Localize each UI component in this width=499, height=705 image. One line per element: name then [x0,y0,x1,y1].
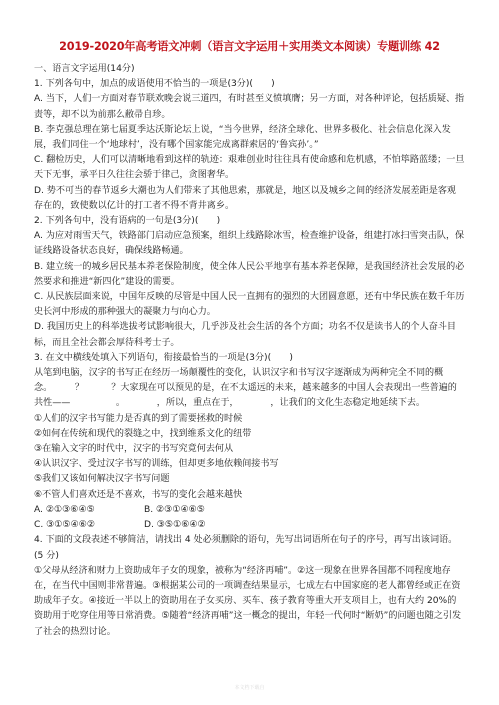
option-a: A. ②①③⑥④⑤ [34,504,95,515]
question-passage: 从笔到电脑，汉字的书写正在经历一场颠覆性的变化，认识汉字和书写汉字逐渐成为两种完全不同的概念。 ？ ？大家现在可以预见的是，在不太遥远的未来，越来越多的中国人会表现出一些普遍的共性—— 。 ，所以，重点在于， ，让我们的文化生态稳定地延续下去。 [34,368,457,409]
sentence-item: ⑤我们又该如何解决汉字书写问题 [34,474,170,485]
option-d: D. 势不可当的春节返乡大潮也为人们带来了其他思索，那就是，地区以及城乡之间的经济发展差距是客观存在的，致使数以亿计的打工者不得不背井离乡。 [34,185,457,211]
question-stem: 1. 下列各句中，加点的成语使用不恰当的一项是(3分)( ) [34,79,275,90]
option-a: A. 当下，人们一方面对春节联欢晚会说三道四，有时甚至义愤填膺；另一方面，对各种评论，包括质疑、指责等，却不以为前那么敝帚自珍。 [34,94,465,120]
question-2 [34,214,465,351]
sentence-item: ⑥不管人们喜欢还是不喜欢，书写的变化会越来越快 [34,489,243,500]
question-1 [34,77,465,214]
question-stem: 3. 在文中横线处填入下列语句，衔接最恰当的一项是(3分)( ) [34,352,293,363]
footer-watermark: 本文档下载自 [234,685,265,691]
option-c: C. 翻检历史，人们可以清晰地看到这样的轨迹：艰难创业时往往具有使命感和危机感，不怕筚路蓝缕；一旦天下无事，承平日久往往会骄于律己，贪图奢华。 [34,155,465,181]
question-4 [34,533,465,639]
sentence-item: ③在输入文字的时代中，汉字的书写究竟何去何从 [34,444,234,455]
question-stem: 2. 下列各句中，没有语病的一句是(3分)( ) [34,216,221,227]
option-c: C. ③①⑤④⑥② [34,520,96,531]
option-b: B. 建立统一的城乡居民基本养老保险制度，使全体人民公平地享有基本养老保障，是我国经济社会发展的必然要求和推进“新四化”建设的需要。 [34,261,465,287]
option-a: A. 为应对雨雪天气，铁路部门启动应急预案，组织上线路除冰雪，检查维护设备，组建打冰扫雪突击队，保证线路设备状态良好，确保线路畅通。 [34,231,465,257]
question-3 [34,351,465,533]
document-title: 2019-2020年高考语文冲刺（语言文字运用＋实用类文本阅读）专题训练 42 [59,40,440,53]
question-passage: ①父母从经济和财力上资助成年子女的现象，被称为“经济再哺”。②这一现象在世界各国都不同程度地存在，在当代中国则非常普遍。③根据某公司的一项调查结果显示，七成左右中国家庭的老人都曾经或正在资助成年子女。④接近一半以上的资助用在子女买房、买车、孩子教育等重大开支项目上，也有大约 20%的资助用于吃穿住用等日常消费。⑤随着“经济再哺”这一概念的提出，年轻一代何时“断奶”的问题也随之引发了社会的热烈讨论。 [34,565,462,637]
sentence-item: ②如何在传统和现代的裂缝之中，找到维系文化的纽带 [34,428,252,439]
answer-options-row [34,503,465,518]
question-stem: 4. 下面的文段表述不够简洁，请找出 4 处必须删除的语句，先写出词语所在句子的序号，再写出该词语。(5 分) [34,535,458,561]
answer-options-row [34,518,465,533]
option-d: D. 我国历史上的科举选拔考试影响很大，几乎涉及社会生活的各个方面；功名不仅是读书人的个人奋斗目标，而且全社会都会厚待科考士子。 [34,322,457,348]
option-c: C. 从民族层面来说，中国年反映的尽管是中国人民一直拥有的强烈的大团圆意愿，还有中华民族在数千年历史长河中形成的那种强大的凝聚力与向心力。 [34,292,465,318]
sentence-item: ④认识汉字、受过汉字书写的训练，但却更多地依赖间接书写 [34,459,279,470]
sentence-item: ①人们的汉字书写能力是否真的到了需要拯救的时候 [34,413,243,424]
section-heading: 一、语言文字运用(14分) [34,64,135,74]
option-d: D. ③⑤①⑥④② [144,520,206,531]
option-b: B. ②③①④⑥⑤ [144,504,205,515]
option-b: B. 李克强总理在第七届夏季达沃斯论坛上说，“当今世界，经济全球化、世界多极化、社会信息化深入发展，我们同住一个‘地球村’，没有哪个国家能完成离群索居的‘鲁宾孙’。” [34,124,451,151]
